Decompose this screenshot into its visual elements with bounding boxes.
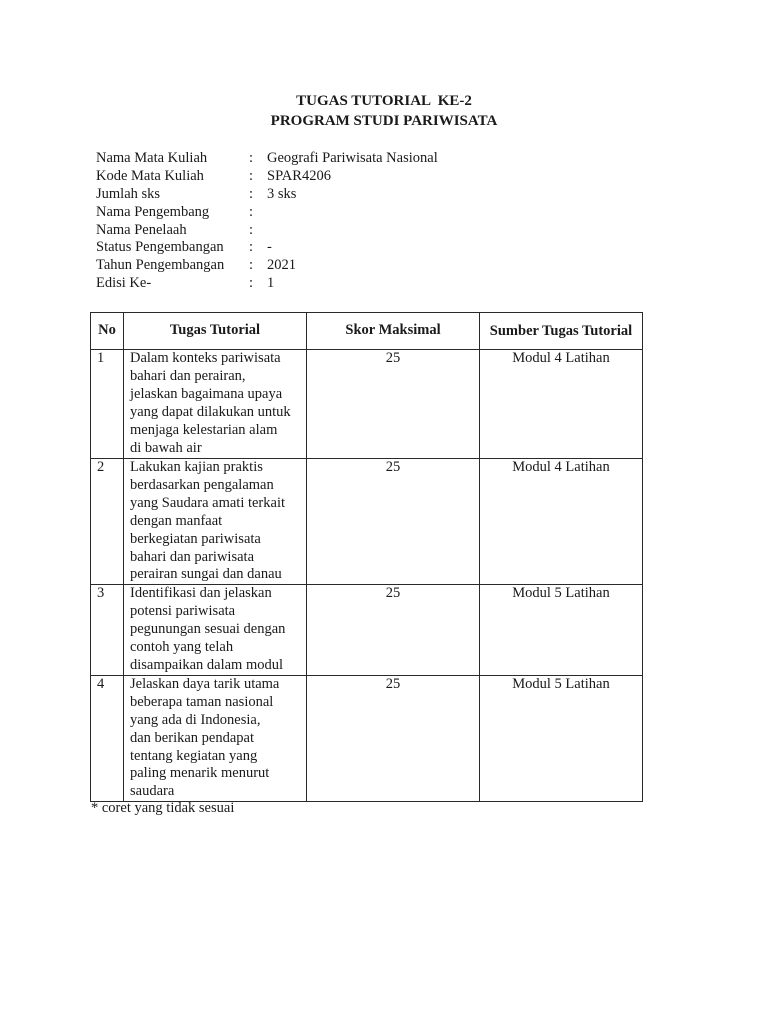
info-label: Edisi Ke- [96, 275, 152, 292]
task-line: yang Saudara amati terkait [130, 494, 286, 511]
info-value: 1 [267, 275, 275, 292]
task-line: potensi pariwisata [130, 603, 236, 620]
info-label: Nama Mata Kuliah [96, 150, 208, 166]
header-task: Tugas Tutorial [124, 313, 307, 350]
info-value: 3 sks [267, 185, 297, 202]
task-line: contoh yang telah [130, 639, 234, 656]
info-label: Kode Mata Kuliah [96, 167, 204, 184]
task-line: Dalam konteks pariwisata [130, 350, 281, 366]
info-label: Jumlah sks [96, 185, 161, 202]
info-separator: : [249, 257, 254, 274]
score-cell: 25 [307, 350, 480, 459]
info-separator: : [249, 185, 254, 202]
info-row-reviewer [96, 222, 616, 240]
source-cell: Modul 4 Latihan [480, 459, 643, 585]
task-line: dan berikan pendapat [130, 729, 255, 746]
table-row [91, 585, 643, 676]
task-line: Identifikasi dan jelaskan [130, 585, 272, 602]
table-header-row [91, 313, 643, 350]
info-label: Status Pengembangan [96, 239, 224, 256]
table-row [91, 350, 643, 459]
info-separator: : [249, 275, 254, 292]
score-cell: 25 [307, 675, 480, 801]
table-row [91, 675, 643, 801]
task-table [90, 312, 643, 802]
task-line: tentang kegiatan yang [130, 747, 258, 764]
table-row [91, 459, 643, 585]
task-line: berdasarkan pengalaman [130, 476, 274, 493]
header-source [480, 313, 643, 350]
document-title: TUGAS TUTORIAL KE-2 [296, 93, 472, 109]
info-separator: : [249, 167, 254, 184]
info-row-course-code [96, 168, 616, 186]
info-row-edition [96, 275, 616, 293]
source-cell: Modul 5 Latihan [480, 585, 643, 676]
task-line: bahari dan perairan, [130, 367, 246, 384]
task-cell [124, 585, 307, 676]
task-line: perairan sungai dan danau [130, 566, 282, 583]
source-cell: Modul 4 Latihan [480, 350, 643, 459]
info-value: - [267, 239, 272, 256]
info-row-credits [96, 186, 616, 204]
row-number: 3 [91, 585, 124, 676]
header-source-label: Sumber Tugas Tutorial [489, 322, 633, 339]
info-label: Nama Penelaah [96, 221, 187, 238]
info-separator: : [249, 150, 254, 166]
task-cell [124, 675, 307, 801]
task-line: pegunungan sesuai dengan [130, 621, 286, 638]
info-value: SPAR4206 [267, 167, 331, 184]
task-line: dengan manfaat [130, 512, 223, 529]
info-row-development-year [96, 257, 616, 275]
task-line: bahari dan pariwisata [130, 548, 255, 565]
task-cell [124, 459, 307, 585]
task-line: jelaskan bagaimana upaya [130, 385, 283, 402]
task-line: Jelaskan daya tarik utama [130, 675, 280, 692]
task-line: disampaikan dalam modul [130, 656, 284, 673]
task-cell [124, 350, 307, 459]
info-separator: : [249, 203, 254, 220]
task-line: beberapa taman nasional [130, 693, 274, 710]
task-line: menjaga kelestarian alam [130, 421, 278, 438]
score-cell: 25 [307, 585, 480, 676]
source-cell: Modul 5 Latihan [480, 675, 643, 801]
row-number: 2 [91, 459, 124, 585]
task-line: yang ada di Indonesia, [130, 711, 261, 728]
task-line: paling menarik menurut [130, 765, 270, 782]
program-title: PROGRAM STUDI PARIWISATA [270, 113, 498, 129]
task-line: saudara [130, 783, 175, 800]
header-score: Skor Maksimal [307, 313, 480, 350]
info-label: Nama Pengembang [96, 203, 210, 220]
info-row-development-status [96, 239, 616, 257]
info-label: Tahun Pengembangan [96, 257, 225, 274]
task-line: yang dapat dilakukan untuk [130, 403, 291, 420]
task-line: Lakukan kajian praktis [130, 459, 263, 475]
info-row-course-name [96, 150, 616, 168]
info-row-developer [96, 204, 616, 222]
task-line: di bawah air [130, 439, 202, 456]
row-number: 1 [91, 350, 124, 459]
info-separator: : [249, 221, 254, 238]
footnote: * coret yang tidak sesuai [91, 800, 235, 816]
score-cell: 25 [307, 459, 480, 585]
info-separator: : [249, 239, 254, 256]
row-number: 4 [91, 675, 124, 801]
info-value: 2021 [267, 257, 296, 274]
task-line: berkegiatan pariwisata [130, 530, 261, 547]
info-value: Geografi Pariwisata Nasional [267, 150, 438, 166]
course-info [96, 150, 616, 293]
header-no: No [91, 313, 124, 350]
